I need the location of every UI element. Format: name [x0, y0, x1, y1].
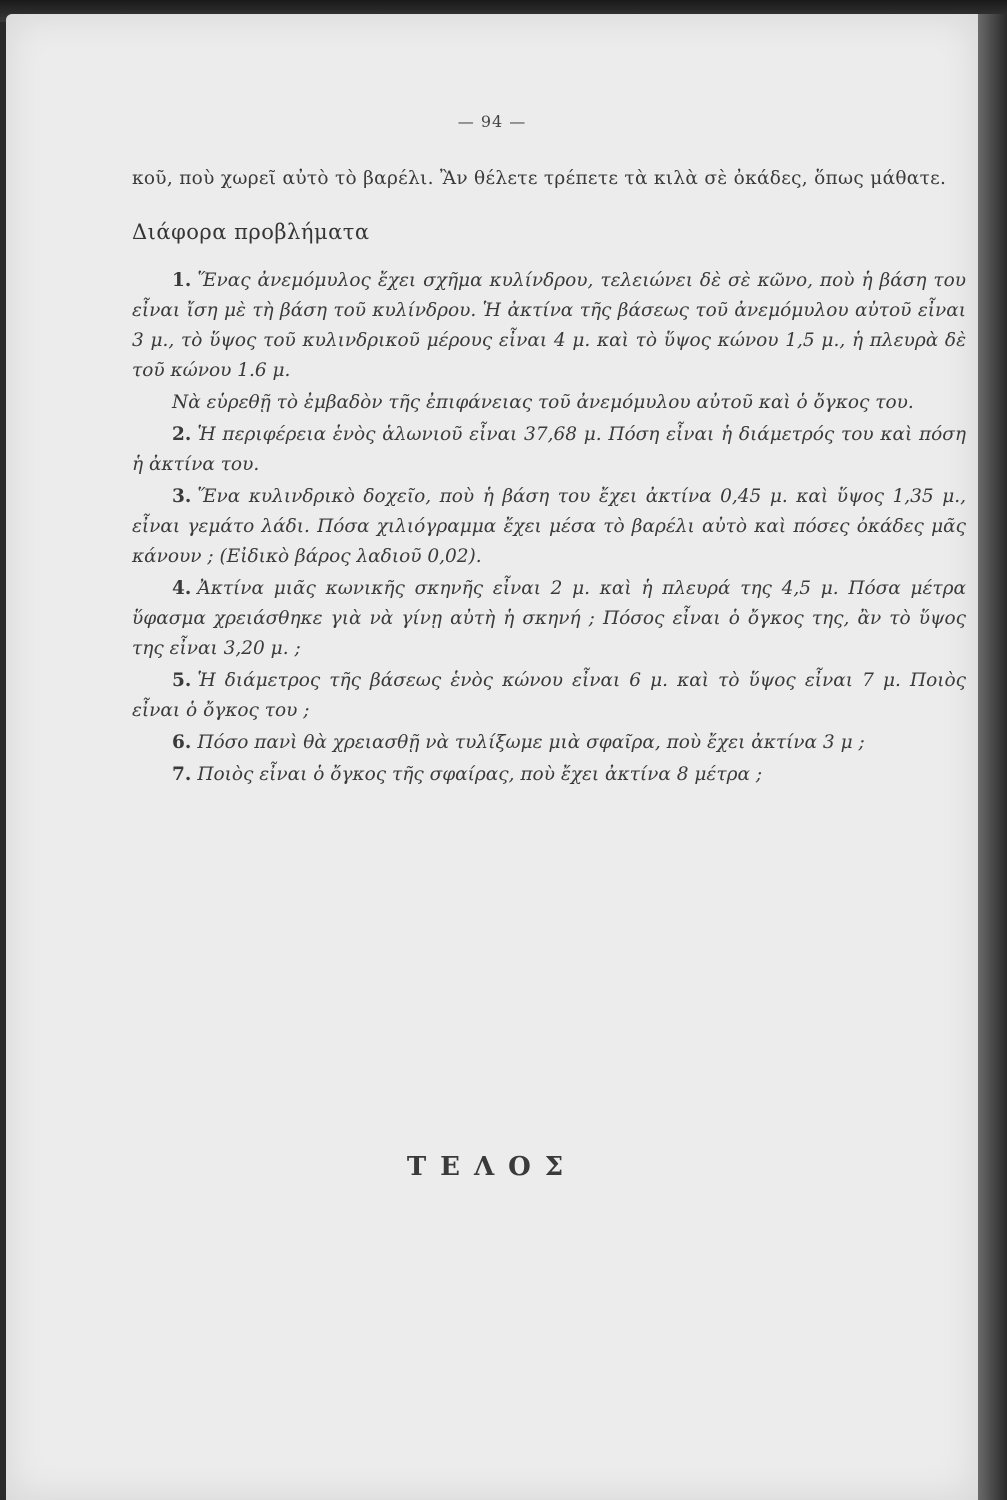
- problem-1: [132, 266, 966, 386]
- problem-number: 7.: [172, 764, 192, 785]
- problem-1-question: [132, 388, 966, 418]
- book-page: [6, 14, 978, 1500]
- scan-right-edge: [978, 14, 1007, 1500]
- problem-number: 3.: [172, 486, 192, 507]
- problem-6: [132, 728, 966, 758]
- problem-number: 5.: [172, 670, 192, 691]
- intro-paragraph: κοῦ, ποὺ χωρεῖ αὐτὸ τὸ βαρέλι. Ἂν θέλετε τρέπετε τὰ κιλὰ σὲ ὀκάδες, ὅπως μάθατε.: [132, 168, 947, 189]
- problem-number: 1.: [172, 270, 192, 291]
- problem-text: Ἀκτίνα μιᾶς κωνικῆς σκηνῆς εἶναι 2 μ. καὶ ἡ πλευρά της 4,5 μ. Πόσα μέτρα ὕφασμα χρειάσθηκε γιὰ νὰ γίνῃ αὐτὴ ἡ σκηνή ; Πόσος εἶναι ὁ ὄγκος της, ἂν τὸ ὕψος της εἶναι 3,20 μ. ;: [132, 578, 966, 659]
- problem-number: 4.: [172, 578, 192, 599]
- section-title: Διάφορα προβλήματα: [132, 220, 370, 244]
- problem-5: [132, 666, 966, 726]
- page-number: — 94 —: [457, 112, 527, 131]
- page-content: [132, 164, 966, 792]
- problem-2: [132, 420, 966, 480]
- problem-text: Ἡ διάμετρος τῆς βάσεως ἑνὸς κώνου εἶναι 6 μ. καὶ τὸ ὕψος εἶναι 7 μ. Ποιὸς εἶναι ὁ ὄγκος του ;: [132, 670, 966, 721]
- problem-text: Νὰ εὑρεθῇ τὸ ἐμβαδὸν τῆς ἐπιφάνειας τοῦ ἀνεμόμυλου αὐτοῦ καὶ ὁ ὄγκος του.: [172, 392, 914, 413]
- problem-text: Ἕνα κυλινδρικὸ δοχεῖο, ποὺ ἡ βάση του ἔχει ἀκτίνα 0,45 μ. καὶ ὕψος 1,35 μ., εἶναι γεμάτο λάδι. Πόσα χιλιόγραμμα ἔχει μέσα τὸ βαρέλι αὐτὸ καὶ πόσες ὀκάδες μᾶς κάνουν ; (Εἰδικὸ βάρος λαδιοῦ 0,02).: [132, 486, 966, 567]
- problem-3: [132, 482, 966, 572]
- problem-text: Ποιὸς εἶναι ὁ ὄγκος τῆς σφαίρας, ποὺ ἔχει ἀκτίνα 8 μέτρα ;: [197, 764, 763, 785]
- problem-number: 6.: [172, 732, 192, 753]
- problem-text: Ἡ περιφέρεια ἑνὸς ἁλωνιοῦ εἶναι 37,68 μ. Πόση εἶναι ἡ διάμετρός του καὶ πόση ἡ ἀκτίνα του.: [132, 424, 966, 475]
- problem-7: [132, 760, 966, 790]
- the-end-heading: ΤΕΛΟΣ: [406, 1152, 578, 1182]
- problem-text: Ἕνας ἀνεμόμυλος ἔχει σχῆμα κυλίνδρου, τελειώνει δὲ σὲ κῶνο, ποὺ ἡ βάση του εἶναι ἴση μὲ τὴ βάση τοῦ κυλίνδρου. Ἡ ἀκτίνα τῆς βάσεως τοῦ ἀνεμόμυλου αὐτοῦ εἶναι 3 μ., τὸ ὕψος τοῦ κυλινδρικοῦ μέρους εἶναι 4 μ. καὶ τὸ ὕψος κώνου 1,5 μ., ἡ πλευρὰ δὲ τοῦ κώνου 1.6 μ.: [132, 270, 966, 381]
- problem-number: 2.: [172, 424, 192, 445]
- problem-4: [132, 574, 966, 664]
- problem-text: Πόσο πανὶ θὰ χρειασθῇ νὰ τυλίξωμε μιὰ σφαῖρα, ποὺ ἔχει ἀκτίνα 3 μ ;: [197, 732, 865, 753]
